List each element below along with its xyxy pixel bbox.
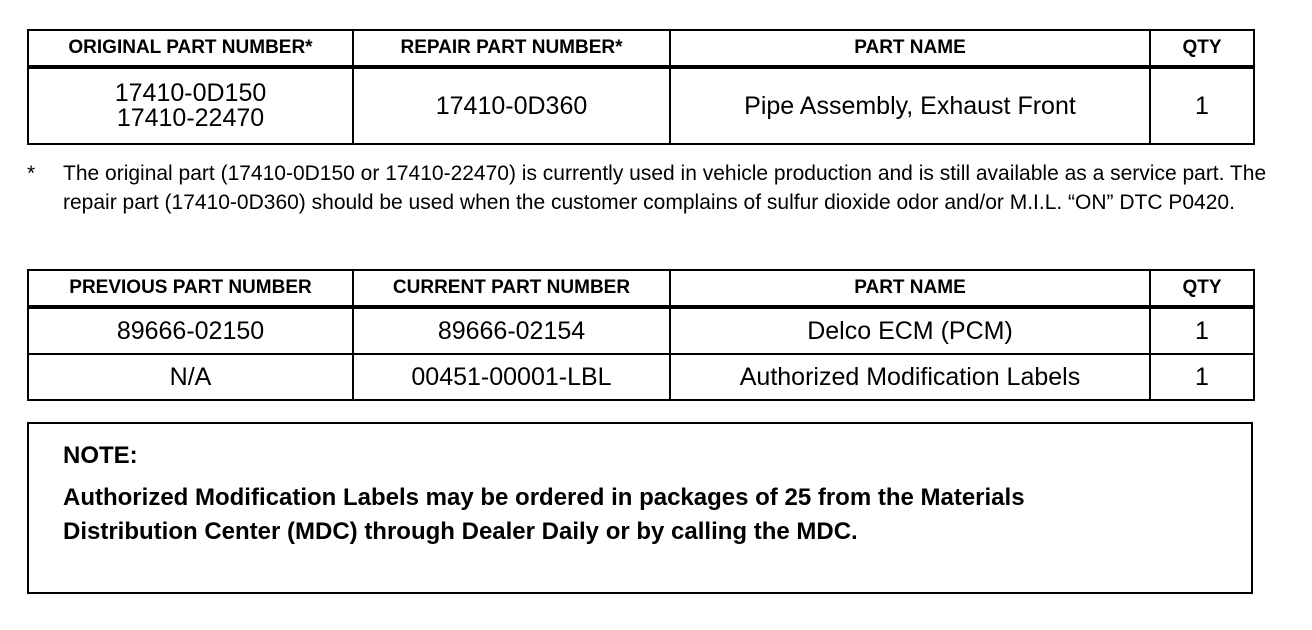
table-header-row	[28, 270, 1254, 307]
header-current-part-number: CURRENT PART NUMBER	[353, 270, 670, 307]
cell-previous-part-number: 89666-02150	[28, 307, 353, 354]
cell-qty: 1	[1150, 67, 1254, 144]
note-body: Authorized Modification Labels may be ordered in packages of 25 from the Materials Distribution Center (MDC) through Dealer Daily or by calling the MDC.	[63, 484, 1025, 545]
table-header-row	[28, 30, 1254, 67]
header-part-name: PART NAME	[670, 270, 1150, 307]
table-row	[28, 354, 1254, 400]
cell-original-part-number	[28, 67, 353, 144]
footnote-text: The original part (17410-0D150 or 17410-22470) is currently used in vehicle production and is still available as a service part. The repair part (17410-0D360) should be used when the customer complains of sulfur dioxide odor and/or M.I.L. “ON” DTC P0420.	[63, 162, 1267, 214]
cell-previous-part-number: N/A	[28, 354, 353, 400]
repair-parts-table	[27, 29, 1255, 145]
cell-part-name: Authorized Modification Labels	[670, 354, 1150, 400]
original-part-number-2: 17410-22470	[116, 104, 265, 132]
cell-part-name: Pipe Assembly, Exhaust Front	[670, 67, 1150, 144]
header-qty: QTY	[1150, 270, 1254, 307]
note-title: NOTE:	[63, 442, 138, 469]
cell-qty: 1	[1150, 354, 1254, 400]
note-box	[27, 422, 1253, 594]
cell-part-name: Delco ECM (PCM)	[670, 307, 1150, 354]
cell-qty: 1	[1150, 307, 1254, 354]
current-parts-table	[27, 269, 1255, 401]
header-qty: QTY	[1150, 30, 1254, 67]
table-row	[28, 67, 1254, 144]
cell-current-part-number: 00451-00001-LBL	[353, 354, 670, 400]
footnote-marker: *	[27, 162, 36, 185]
original-part-number-1: 17410-0D150	[114, 79, 267, 107]
header-part-name: PART NAME	[670, 30, 1150, 67]
cell-current-part-number: 89666-02154	[353, 307, 670, 354]
header-original-part-number: ORIGINAL PART NUMBER*	[28, 30, 353, 67]
cell-repair-part-number: 17410-0D360	[353, 67, 670, 144]
header-previous-part-number: PREVIOUS PART NUMBER	[28, 270, 353, 307]
header-repair-part-number: REPAIR PART NUMBER*	[353, 30, 670, 67]
table-row	[28, 307, 1254, 354]
footnote	[27, 159, 1267, 217]
